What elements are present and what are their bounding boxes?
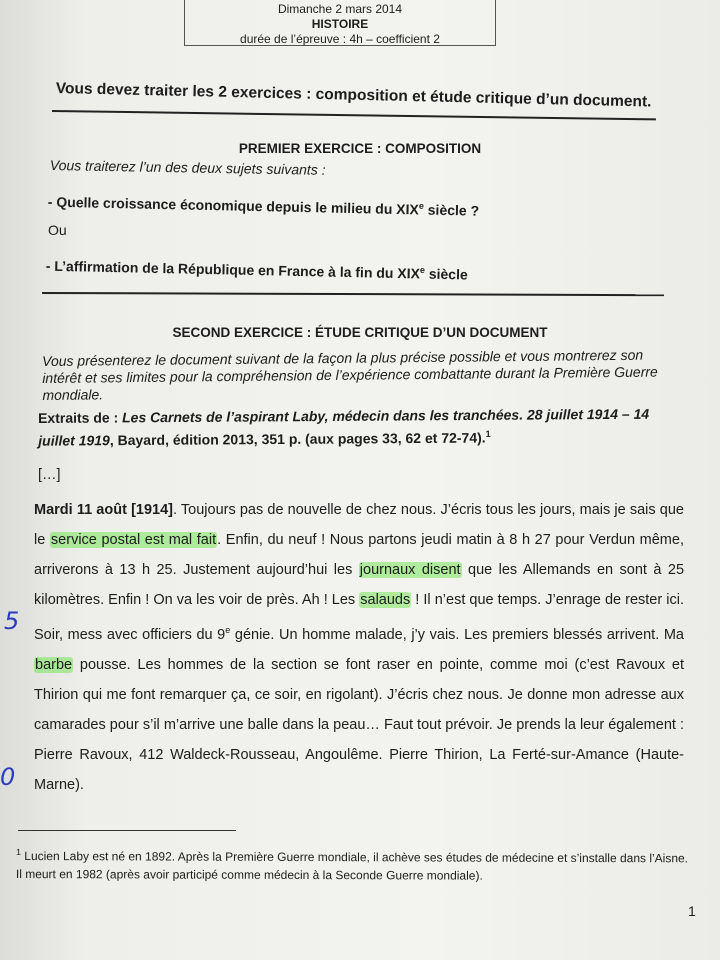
document-source: Extraits de : Les Carnets de l’aspirant Laby, médecin dans les tranchées. 28 juillet 1914 – 14 juillet 1919, Bayard, édition 2013, 351 p. (aux pages 33, 62 et 72-74).$^1$ xyxy=(38,405,650,449)
highlight: salauds xyxy=(360,592,411,608)
subject-1: - Quelle croissance économique depuis le milieu du XIXe siècle ? xyxy=(47,193,480,219)
exercise1-instruction: Vous traiterez l’un des deux sujets suivants : xyxy=(49,157,326,178)
exam-duration: durée de l’épreuve : 4h – coefficient 2 xyxy=(240,32,440,46)
exam-date: Dimanche 2 mars 2014 xyxy=(277,2,403,16)
document-text: Mardi 11 août [1914]. Toujours pas de nouvelle de chez nous. J’écris tous les jours, mais je sais que le service postal est mal fait. Enfin, du neuf ! Nous partons jeudi matin à 8 h 27 pour Verdun même, arriverons à 13 h 25. Justement aujourd’hui les journaux disent que les Allemands en sont à 25 kilomètres. Enfin ! On va les voir de près. Ah ! Les salauds ! Il n’est que temps. J’enrage de rester ici. Soir, mess avec officiers du 9e génie. Un homme malade, j’y vais. Les premiers blessés arrivent. Ma barbe pousse. Les hommes de la section se font raser en pointe, comme moi (c’est Ravoux et Thirion qui me font remarquer ça, ce soir, en rigolant). J’écris chez nous. Je donne mon adresse aux camarades pour s’il m’arrive une balle dans la peau… Faut tout prévoir. Je prends la leur également : Pierre Ravoux, 412 Waldeck-Rousseau, Angoulême. Pierre Thirion, La Ferté-sur-Amance (Haute-Marne). xyxy=(34,502,685,793)
subject-2: - L’affirmation de la République en France à la fin du XIXe siècle xyxy=(45,257,468,283)
divider-line xyxy=(52,110,656,120)
entry-date: Mardi 11 août [1914] xyxy=(34,502,173,518)
highlight: service postal est mal fait xyxy=(50,532,217,548)
footnote-divider xyxy=(18,830,236,831)
handwritten-mark: 0 xyxy=(0,763,16,791)
intro-instruction: Vous devez traiter les 2 exercices : composition et étude critique d’un document. xyxy=(55,80,652,111)
exercise2-instruction: Vous présenterez le document suivant de la façon la plus précise possible et vous montrerez son intérêt et ses limites pour la compréhension de l’expérience combattante durant la Première Guerre mondiale. xyxy=(42,346,658,403)
handwritten-mark: 5 xyxy=(4,607,20,635)
exercise1-title: PREMIER EXERCICE : COMPOSITION xyxy=(238,141,482,156)
highlight: barbe xyxy=(35,656,73,673)
highlight: journaux disent xyxy=(359,562,461,578)
exam-header xyxy=(184,0,496,46)
footnote: $^1$ Lucien Laby est né en 1892. Après la Première Guerre mondiale, il achève ses études de médecine et s’installe dans l’Aisne. Il meurt en 1982 (après avoir participé comme médecin à la Seconde Guerre mondiale). xyxy=(15,847,689,883)
ellipsis: […] xyxy=(38,467,61,483)
or-label: Ou xyxy=(48,222,67,238)
page-number: 1 xyxy=(688,903,696,919)
divider-line xyxy=(42,292,664,296)
exercise2-title: SECOND EXERCICE : ÉTUDE CRITIQUE D’UN DOCUMENT xyxy=(172,325,548,340)
exam-subject: HISTOIRE xyxy=(311,17,369,31)
